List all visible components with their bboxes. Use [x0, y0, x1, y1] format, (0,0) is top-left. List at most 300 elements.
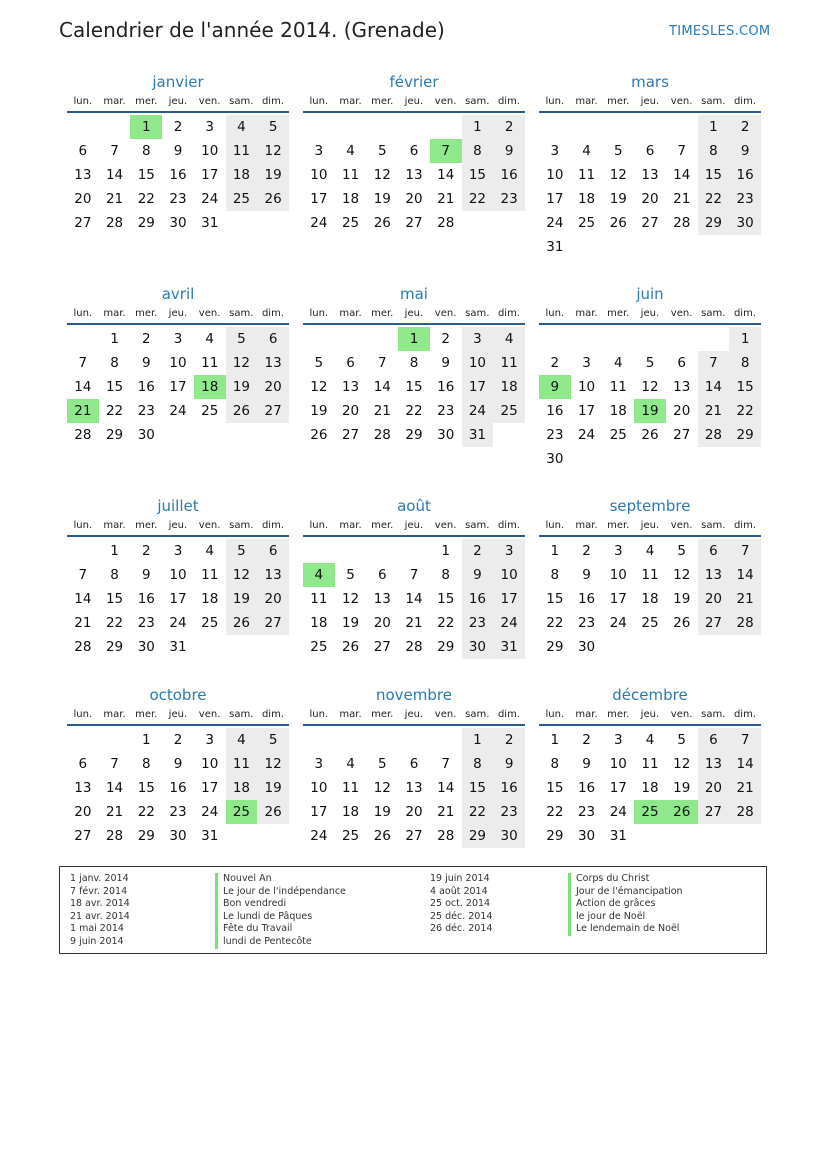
day-cell: 24	[462, 399, 494, 423]
day-cell: 31	[462, 423, 494, 447]
weekday-label: lun.	[545, 308, 565, 319]
weekday-label: jeu.	[168, 96, 188, 107]
legend-date: 7 févr. 2014	[70, 885, 128, 897]
day-cell: 25	[577, 215, 596, 231]
day-cell: 15	[462, 163, 494, 187]
day-cell: 13	[257, 351, 289, 375]
day-cell: 4	[493, 327, 525, 351]
day-cell: 18	[493, 375, 525, 399]
day-cell: 19	[226, 587, 258, 611]
month-block	[67, 282, 289, 447]
holiday-day-cell: 18	[194, 375, 226, 399]
page-title: Calendrier de l'année 2014. (Grenade)	[59, 18, 445, 42]
day-cell: 28	[729, 611, 761, 635]
day-cell: 21	[405, 615, 423, 631]
empty-cell	[666, 115, 698, 139]
day-cell: 16	[577, 780, 596, 796]
day-cell: 13	[341, 379, 360, 395]
weekday-header	[539, 307, 761, 325]
day-cell: 28	[437, 828, 455, 844]
day-cell: 12	[257, 752, 289, 776]
day-cell: 7	[78, 567, 88, 583]
day-cell: 6	[78, 756, 88, 772]
day-cell: 12	[310, 379, 328, 395]
day-cell: 4	[205, 331, 214, 347]
day-cell: 17	[577, 403, 596, 419]
legend-names-right	[568, 873, 683, 936]
day-cell: 25	[609, 427, 627, 443]
day-cell: 4	[613, 355, 623, 371]
day-cell: 28	[105, 828, 124, 844]
day-cell: 16	[493, 776, 525, 800]
day-cell: 15	[137, 167, 155, 183]
day-cell: 6	[377, 567, 387, 583]
month-name: juillet	[157, 497, 199, 515]
day-cell: 26	[310, 427, 328, 443]
day-cell: 2	[141, 543, 151, 559]
day-cell: 10	[546, 167, 564, 183]
day-cell: 6	[257, 539, 289, 563]
day-cell: 19	[609, 191, 627, 207]
day-cell: 23	[169, 804, 187, 820]
day-cell: 8	[462, 139, 494, 163]
day-cell: 3	[314, 756, 324, 772]
day-cell: 8	[698, 139, 730, 163]
day-cell: 25	[226, 187, 258, 211]
month-name: avril	[161, 285, 195, 303]
weekday-label: ven.	[434, 96, 457, 107]
day-cell: 31	[201, 215, 219, 231]
day-cell: 12	[373, 167, 391, 183]
empty-cell	[430, 728, 462, 752]
empty-cell	[366, 115, 398, 139]
holiday-day-cell: 26	[666, 800, 698, 824]
holiday-day-cell: 1	[130, 115, 162, 139]
weekday-label: mar.	[575, 96, 598, 107]
weekday-label: dim.	[733, 709, 756, 720]
day-cell: 24	[493, 611, 525, 635]
weekday-label: mar.	[103, 520, 126, 531]
month-name: mai	[400, 285, 428, 303]
legend-holiday-name: Nouvel An	[215, 873, 346, 886]
day-cell: 2	[493, 115, 525, 139]
day-cell: 23	[137, 403, 155, 419]
weekday-header	[67, 95, 289, 113]
weekday-label: lun.	[73, 520, 93, 531]
weekday-header	[67, 708, 289, 726]
weekday-label: lun.	[309, 709, 329, 720]
day-cell: 5	[377, 143, 387, 159]
weekday-label: lun.	[309, 96, 329, 107]
empty-cell	[67, 327, 99, 351]
day-grid	[539, 728, 761, 848]
day-cell: 6	[346, 355, 355, 371]
day-cell: 20	[698, 776, 730, 800]
month-name: juin	[636, 285, 664, 303]
empty-cell	[539, 327, 571, 351]
day-cell: 2	[441, 331, 450, 347]
day-cell: 31	[609, 828, 627, 844]
day-cell: 25	[341, 828, 360, 844]
day-cell: 9	[493, 752, 525, 776]
day-cell: 17	[201, 167, 219, 183]
day-cell: 30	[169, 828, 187, 844]
day-cell: 8	[141, 143, 151, 159]
day-cell: 6	[78, 143, 88, 159]
month-name: mars	[631, 73, 669, 91]
day-cell: 14	[437, 167, 455, 183]
day-cell: 1	[462, 115, 494, 139]
day-cell: 6	[698, 539, 730, 563]
day-grid	[303, 539, 525, 659]
day-cell: 6	[409, 143, 419, 159]
day-cell: 7	[729, 728, 761, 752]
day-cell: 23	[169, 191, 187, 207]
day-cell: 27	[698, 800, 730, 824]
day-cell: 5	[346, 567, 355, 583]
legend-holiday-name: le jour de Noël	[568, 911, 683, 924]
weekday-label: mar.	[339, 709, 362, 720]
day-cell: 18	[577, 191, 596, 207]
month-name: janvier	[152, 73, 204, 91]
day-cell: 13	[641, 167, 659, 183]
day-grid	[539, 327, 761, 471]
day-grid	[539, 539, 761, 659]
day-cell: 17	[546, 191, 564, 207]
day-cell: 23	[437, 403, 455, 419]
weekday-header	[67, 307, 289, 325]
weekday-label: mar.	[575, 709, 598, 720]
day-cell: 11	[341, 780, 360, 796]
holiday-day-cell: 1	[398, 327, 430, 351]
day-cell: 20	[405, 804, 423, 820]
weekday-label: lun.	[309, 308, 329, 319]
day-cell: 4	[346, 143, 355, 159]
holiday-day-cell: 25	[634, 800, 666, 824]
empty-cell	[398, 115, 430, 139]
legend-holiday-name: Bon vendredi	[215, 898, 346, 911]
day-cell: 22	[698, 187, 730, 211]
day-cell: 14	[74, 379, 92, 395]
day-cell: 24	[169, 615, 187, 631]
weekday-label: sam.	[701, 96, 726, 107]
weekday-label: sam.	[465, 96, 490, 107]
empty-cell	[99, 728, 131, 752]
day-cell: 1	[441, 543, 450, 559]
day-cell: 28	[74, 639, 92, 655]
day-cell: 2	[141, 331, 151, 347]
holiday-day-cell: 21	[67, 399, 99, 423]
weekday-label: dim.	[261, 96, 284, 107]
weekday-header	[539, 95, 761, 113]
empty-cell	[430, 115, 462, 139]
day-cell: 5	[314, 355, 324, 371]
weekday-label: jeu.	[640, 520, 660, 531]
weekday-label: mer.	[371, 709, 394, 720]
day-cell: 17	[310, 191, 328, 207]
weekday-header	[303, 519, 525, 537]
day-cell: 15	[137, 780, 155, 796]
day-cell: 8	[110, 567, 119, 583]
day-cell: 28	[698, 423, 730, 447]
month-block	[539, 494, 761, 659]
weekday-label: mar.	[339, 308, 362, 319]
day-cell: 12	[373, 780, 391, 796]
day-cell: 18	[310, 615, 328, 631]
day-cell: 3	[493, 539, 525, 563]
day-cell: 12	[609, 167, 627, 183]
day-cell: 24	[577, 427, 596, 443]
day-cell: 7	[377, 355, 387, 371]
weekday-label: mar.	[575, 520, 598, 531]
day-cell: 1	[141, 732, 151, 748]
day-cell: 9	[141, 355, 151, 371]
day-cell: 30	[137, 427, 155, 443]
day-cell: 11	[201, 355, 219, 371]
legend-date: 1 mai 2014	[70, 923, 124, 935]
month-name: février	[389, 73, 439, 91]
day-cell: 27	[74, 215, 92, 231]
weekday-label: lun.	[545, 520, 565, 531]
weekday-label: lun.	[545, 709, 565, 720]
weekday-label: dim.	[733, 308, 756, 319]
day-cell: 16	[137, 591, 155, 607]
day-cell: 31	[493, 635, 525, 659]
day-cell: 9	[493, 139, 525, 163]
weekday-label: ven.	[670, 709, 693, 720]
day-cell: 4	[226, 115, 258, 139]
day-cell: 28	[373, 427, 391, 443]
weekday-label: ven.	[434, 520, 457, 531]
weekday-label: mer.	[135, 709, 158, 720]
weekday-label: dim.	[733, 520, 756, 531]
weekday-label: mar.	[339, 520, 362, 531]
day-cell: 24	[546, 215, 564, 231]
day-cell: 6	[257, 327, 289, 351]
empty-cell	[602, 115, 634, 139]
day-cell: 19	[373, 804, 391, 820]
day-cell: 23	[493, 187, 525, 211]
weekday-header	[539, 708, 761, 726]
day-cell: 24	[169, 403, 187, 419]
day-cell: 17	[169, 591, 187, 607]
day-cell: 26	[257, 187, 289, 211]
weekday-label: sam.	[465, 709, 490, 720]
day-cell: 23	[493, 800, 525, 824]
day-cell: 13	[74, 167, 92, 183]
day-cell: 10	[201, 756, 219, 772]
day-cell: 25	[341, 215, 360, 231]
day-cell: 15	[105, 591, 124, 607]
weekday-label: mer.	[607, 308, 630, 319]
day-cell: 12	[641, 379, 659, 395]
day-cell: 12	[673, 756, 691, 772]
empty-cell	[634, 327, 666, 351]
day-cell: 16	[729, 163, 761, 187]
weekday-label: ven.	[198, 96, 221, 107]
day-cell: 29	[137, 215, 155, 231]
day-cell: 2	[550, 355, 560, 371]
empty-cell	[303, 115, 335, 139]
day-cell: 7	[78, 355, 88, 371]
weekday-label: sam.	[229, 308, 254, 319]
legend-names-left	[215, 873, 346, 949]
day-cell: 23	[577, 615, 596, 631]
month-block	[303, 683, 525, 848]
day-cell: 1	[110, 543, 119, 559]
weekday-label: ven.	[670, 520, 693, 531]
weekday-label: mer.	[135, 520, 158, 531]
day-cell: 3	[205, 732, 214, 748]
day-cell: 14	[437, 780, 455, 796]
day-cell: 25	[310, 639, 328, 655]
day-cell: 24	[609, 615, 627, 631]
day-cell: 21	[74, 615, 92, 631]
day-cell: 5	[257, 728, 289, 752]
day-cell: 9	[729, 139, 761, 163]
legend-date: 18 avr. 2014	[70, 898, 130, 910]
day-cell: 26	[641, 427, 659, 443]
day-cell: 5	[257, 115, 289, 139]
day-cell: 22	[462, 187, 494, 211]
legend-holiday-name: Jour de l'émancipation	[568, 886, 683, 899]
day-cell: 2	[462, 539, 494, 563]
day-cell: 8	[110, 355, 119, 371]
weekday-label: lun.	[73, 308, 93, 319]
day-cell: 22	[437, 615, 455, 631]
weekday-label: dim.	[497, 96, 520, 107]
brand-link[interactable]: TIMESLES.COM	[669, 24, 771, 39]
month-name: septembre	[609, 497, 691, 515]
weekday-label: sam.	[465, 308, 490, 319]
day-cell: 19	[257, 776, 289, 800]
day-cell: 15	[405, 379, 423, 395]
day-cell: 11	[310, 591, 328, 607]
day-cell: 11	[201, 567, 219, 583]
day-cell: 21	[729, 587, 761, 611]
day-cell: 19	[673, 780, 691, 796]
weekday-label: ven.	[198, 709, 221, 720]
weekday-label: sam.	[701, 520, 726, 531]
day-grid	[67, 327, 289, 447]
day-cell: 12	[673, 567, 691, 583]
day-cell: 28	[673, 215, 691, 231]
day-cell: 14	[105, 780, 124, 796]
weekday-label: ven.	[198, 308, 221, 319]
day-cell: 19	[341, 615, 360, 631]
day-cell: 30	[437, 427, 455, 443]
day-cell: 7	[110, 756, 119, 772]
day-cell: 2	[173, 732, 183, 748]
day-cell: 24	[609, 804, 627, 820]
day-cell: 27	[641, 215, 659, 231]
weekday-header	[67, 519, 289, 537]
weekday-label: sam.	[701, 709, 726, 720]
day-cell: 15	[729, 375, 761, 399]
day-cell: 14	[729, 752, 761, 776]
day-cell: 18	[341, 191, 360, 207]
day-cell: 3	[462, 327, 494, 351]
day-cell: 29	[105, 639, 124, 655]
day-cell: 7	[441, 756, 450, 772]
day-cell: 2	[582, 732, 591, 748]
day-cell: 14	[673, 167, 691, 183]
day-cell: 30	[169, 215, 187, 231]
empty-cell	[698, 327, 730, 351]
weekday-label: dim.	[497, 308, 520, 319]
weekday-label: mer.	[607, 520, 630, 531]
day-cell: 14	[74, 591, 92, 607]
day-cell: 30	[577, 828, 596, 844]
holiday-day-cell: 19	[634, 399, 666, 423]
day-cell: 9	[441, 355, 450, 371]
empty-cell	[398, 728, 430, 752]
empty-cell	[303, 539, 335, 563]
day-cell: 21	[437, 804, 455, 820]
weekday-label: jeu.	[404, 709, 424, 720]
day-cell: 10	[169, 355, 187, 371]
day-cell: 14	[105, 167, 124, 183]
weekday-label: mar.	[575, 308, 598, 319]
weekday-label: jeu.	[168, 308, 188, 319]
legend-date: 26 déc. 2014	[430, 923, 493, 935]
day-cell: 15	[546, 780, 564, 796]
day-cell: 11	[609, 379, 627, 395]
day-cell: 16	[437, 379, 455, 395]
holiday-day-cell: 25	[226, 800, 258, 824]
day-cell: 25	[201, 403, 219, 419]
day-cell: 11	[226, 139, 258, 163]
weekday-label: jeu.	[640, 308, 660, 319]
day-cell: 2	[582, 543, 591, 559]
day-cell: 29	[405, 427, 423, 443]
day-cell: 21	[673, 191, 691, 207]
day-cell: 24	[310, 828, 328, 844]
weekday-label: dim.	[261, 709, 284, 720]
day-cell: 20	[257, 587, 289, 611]
day-cell: 28	[105, 215, 124, 231]
day-cell: 28	[729, 800, 761, 824]
day-cell: 3	[613, 543, 623, 559]
empty-cell	[67, 728, 99, 752]
day-cell: 25	[641, 615, 659, 631]
legend-holiday-name: lundi de Pentecôte	[215, 936, 346, 949]
weekday-label: sam.	[229, 520, 254, 531]
day-cell: 4	[645, 543, 655, 559]
day-cell: 5	[377, 756, 387, 772]
weekday-label: dim.	[261, 308, 284, 319]
month-block	[539, 683, 761, 848]
empty-cell	[666, 327, 698, 351]
day-cell: 26	[341, 639, 360, 655]
day-cell: 10	[201, 143, 219, 159]
empty-cell	[335, 327, 367, 351]
day-cell: 11	[641, 567, 659, 583]
weekday-label: ven.	[670, 96, 693, 107]
day-cell: 4	[645, 732, 655, 748]
day-cell: 27	[74, 828, 92, 844]
day-cell: 6	[645, 143, 655, 159]
day-cell: 21	[729, 776, 761, 800]
day-cell: 10	[310, 780, 328, 796]
weekday-header	[303, 708, 525, 726]
day-grid	[67, 539, 289, 659]
day-cell: 15	[437, 591, 455, 607]
day-cell: 19	[310, 403, 328, 419]
day-cell: 22	[405, 403, 423, 419]
day-cell: 25	[201, 615, 219, 631]
weekday-label: dim.	[497, 709, 520, 720]
